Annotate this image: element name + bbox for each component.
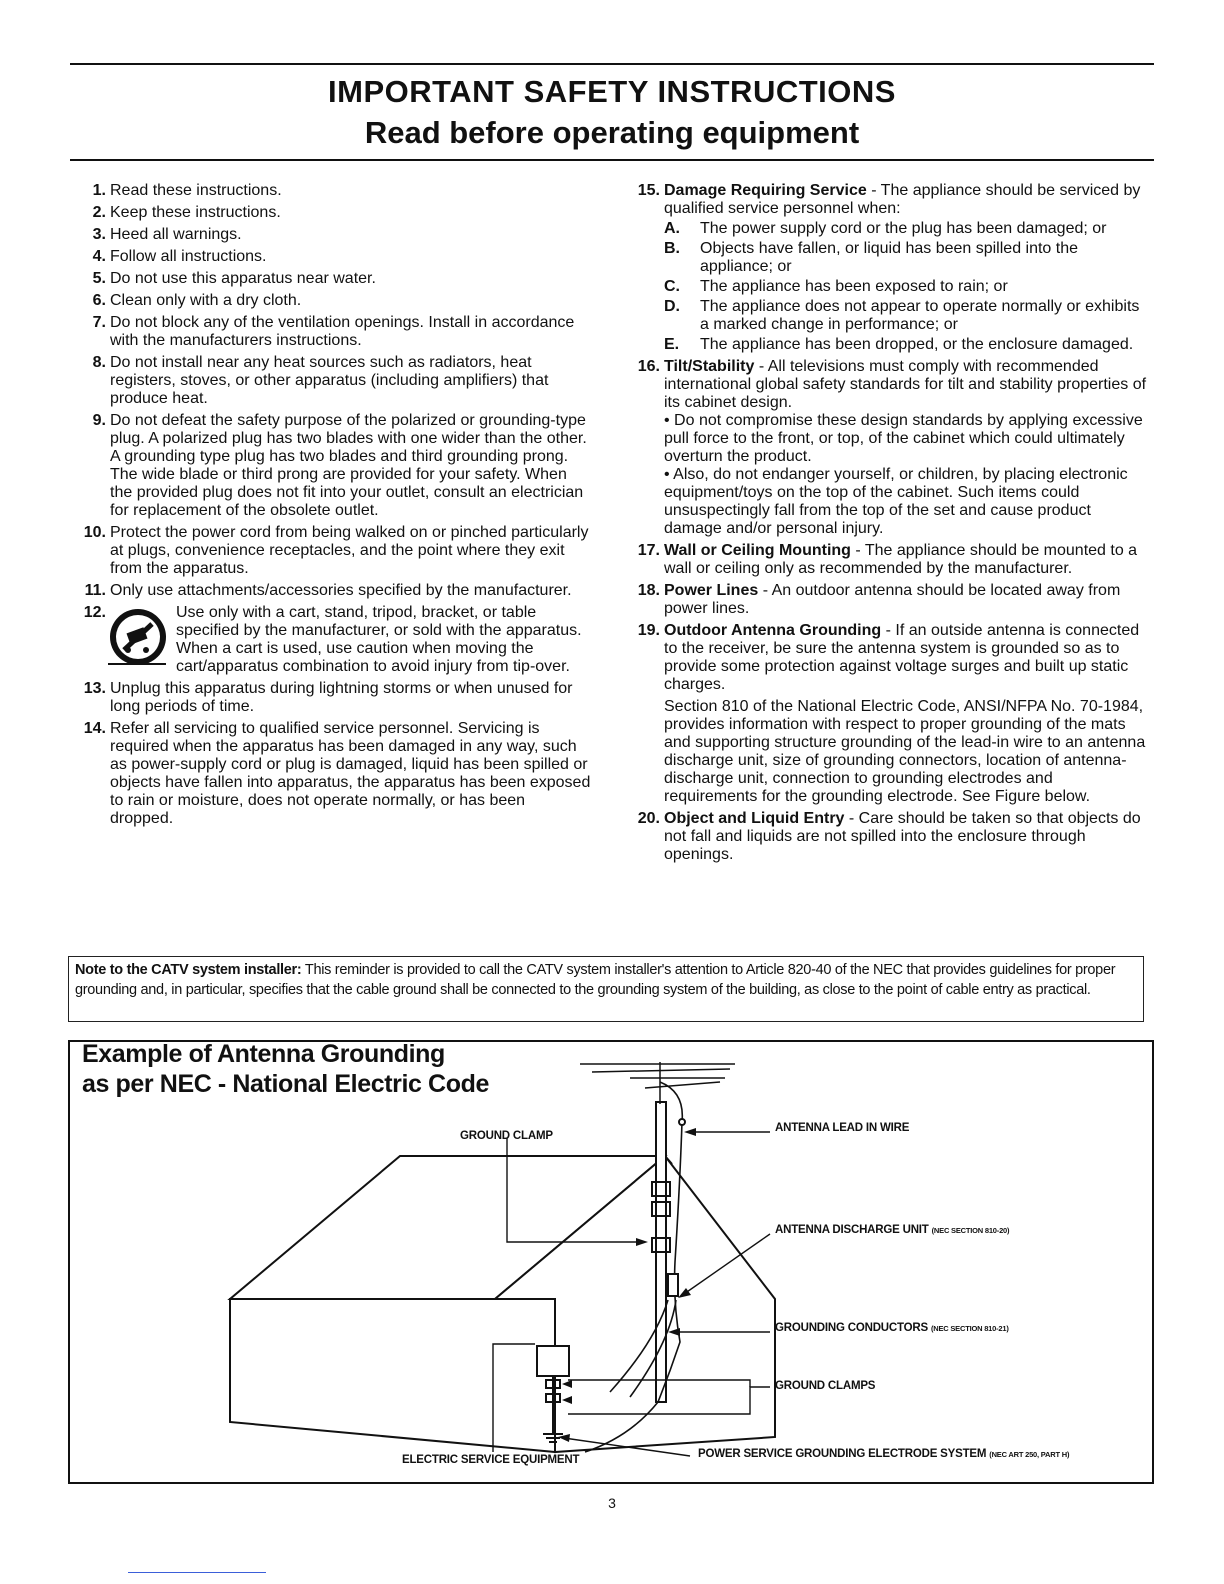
catv-note-box xyxy=(68,956,1144,1022)
list-item: 1. Read these instructions. xyxy=(92,182,282,199)
top-rule xyxy=(70,63,1154,65)
list-item-16: 16. Tilt/Stability - All televisions must comply with recommended international global safety standards for tilt and stability properties of its cabinet design. • Do not compromise these design standards by applying excessive pull force to the front, or top, of the cabinet which could ultimately overturn the product. • Also, do not endanger yourself, or children, by placing electronic equipment/toys on the top of the cabinet. Such items could unsuspectingly fall from the top of the set and cause product damage and/or personal injury. xyxy=(626,358,1150,538)
label-ground-clamp: GROUND CLAMP xyxy=(460,1130,553,1142)
electric-service-box xyxy=(537,1346,569,1376)
list-item: 3. Heed all warnings. xyxy=(92,226,242,243)
footer-line xyxy=(128,1572,266,1573)
list-item: 14. Refer all servicing to qualified service personnel. Servicing is required when the apparatus has been damaged in any way, such as power-supply cord or plug is damaged, liquid has been spilled or objects have fallen into apparatus, the apparatus has been exposed to rain or moisture, does not operate normally, or has been dropped. xyxy=(83,720,591,827)
sub-item: B. Objects have fallen, or liquid has been spilled into the appliance; or xyxy=(664,240,1079,275)
label-grounding-conductors: GROUNDING CONDUCTORS (NEC SECTION 810-21) xyxy=(775,1322,1009,1334)
list-item-15: 15. Damage Requiring Service - The appliance should be serviced by qualified service personnel when: A. The power supply cord or the plug has been damaged; or B. Objects have fallen, or liquid has been spilled into the appliance; or C. The appliance has been exposed to rain; or D. The appliance does not appear to operate normally or exhibits a marked change in performance; or E. The appliance has been dropped, or the enclosure damaged. xyxy=(626,182,1150,354)
sub-item: A. The power supply cord or the plug has been damaged; or xyxy=(664,220,1107,237)
label-discharge-unit: ANTENNA DISCHARGE UNIT (NEC SECTION 810-20) xyxy=(775,1224,1010,1236)
sub-item: D. The appliance does not appear to operate normally or exhibits a marked change in performance; or xyxy=(664,298,1140,333)
note-text: This reminder is provided to call the CATV system installer's attention to Article 820-40 of the NEC that provides guidelines for proper grounding and, in particular, specifies that the cable ground shall be connected to the grounding system of the building, as close to the point of cable entry as practical. xyxy=(75,962,1116,998)
label-ground-clamps: GROUND CLAMPS xyxy=(775,1380,876,1392)
page-subtitle: Read before operating equipment xyxy=(364,115,860,150)
list-item-cart: 12. Use only with a cart, stand, tripod, bracket, or table specified by the manufacturer, or sold with the apparatus. When a cart is used, use caution when moving the cart/apparatus combination to avoid injury from tip-over. xyxy=(83,604,582,675)
list-item: 13. Unplug this apparatus during lightning storms or when unused for long periods of time. xyxy=(83,680,573,715)
list-item: 7. Do not block any of the ventilation openings. Install in accordance with the manufacturers instructions. xyxy=(92,314,575,349)
list-item: 4. Follow all instructions. xyxy=(92,248,267,265)
title-rule xyxy=(70,159,1154,161)
list-item: 9. Do not defeat the safety purpose of the polarized or grounding-type plug. A polarized plug has two blades with one wider than the other. A grounding type plug has two blades and third grounding prong. The wide blade or third prong are provided for your safety. When the provided plug does not fit into your outlet, consult an electrician for replacement of the obsolete outlet. xyxy=(92,412,587,519)
nec-paragraph: Section 810 of the National Electric Code, ANSI/NFPA No. 70-1984, provides information with respect to proper grounding of the mats and supporting structure grounding of the lead-in wire to an antenna discharge unit, size of grounding connectors, location of antenna-discharge unit, connection to grounding electrodes and requirements for the grounding electrode. See Figure below. xyxy=(664,698,1146,805)
house-antenna-diagram xyxy=(70,1042,1152,1482)
antenna-grounding-figure xyxy=(68,1040,1154,1484)
page-number: 3 xyxy=(608,1495,616,1511)
sub-item: C. The appliance has been exposed to rain; or xyxy=(664,278,1008,295)
list-item: 5. Do not use this apparatus near water. xyxy=(92,270,376,287)
list-item-18: 18. Power Lines - An outdoor antenna should be located away from power lines. xyxy=(637,582,1121,617)
note-label: Note to the CATV system installer: xyxy=(75,962,302,978)
figure-title-line1: Example of Antenna Grounding xyxy=(82,1040,445,1068)
cart-tipover-warning-icon xyxy=(106,606,170,668)
list-item-20: 20. Object and Liquid Entry - Care should be taken so that objects do not fall and liquids are not spilled into the enclosure through openings. xyxy=(637,810,1141,863)
bullet-paragraph: • Do not compromise these design standards by applying excessive pull force to the front, or top, of the cabinet which could ultimately overturn the product. xyxy=(664,412,1143,465)
list-item: 2. Keep these instructions. xyxy=(92,204,281,221)
label-antenna-lead: ANTENNA LEAD IN WIRE xyxy=(775,1122,910,1134)
discharge-unit xyxy=(668,1274,678,1296)
bullet-paragraph: • Also, do not endanger yourself, or children, by placing electronic equipment/toys on the top of the cabinet. Such items could unsuspectingly fall from the top of the set and cause product damage and/or personal injury. xyxy=(664,466,1128,537)
list-item-19: 19. Outdoor Antenna Grounding - If an outside antenna is connected to the receiver, be sure the antenna system is grounded so as to provide some protection against voltage surges and built up static charges. Section 810 of the National Electric Code, ANSI/NFPA No. 70-1984, provides information with respect to proper grounding of the mats and supporting structure grounding of the lead-in wire to an antenna discharge unit, size of grounding connectors, location of antenna-discharge unit, connection to grounding electrodes and requirements for the grounding electrode. See Figure below. xyxy=(626,622,1150,806)
list-item: 8. Do not install near any heat sources such as radiators, heat registers, stoves, or other apparatus (including amplifiers) that produce heat. xyxy=(92,354,549,407)
list-item: 11. Only use attachments/accessories specified by the manufacturer. xyxy=(84,582,572,599)
sub-item: E. The appliance has been dropped, or the enclosure damaged. xyxy=(664,336,1134,353)
right-column xyxy=(626,182,1150,868)
label-power-service: POWER SERVICE GROUNDING ELECTRODE SYSTEM (NEC ART 250, PART H) xyxy=(698,1448,1070,1460)
house-side-wall xyxy=(230,1299,555,1452)
list-item: 6. Clean only with a dry cloth. xyxy=(92,292,302,309)
label-electric-service: ELECTRIC SERVICE EQUIPMENT xyxy=(402,1454,580,1466)
list-item-17: 17. Wall or Ceiling Mounting - The appliance should be mounted to a wall or ceiling only as recommended by the manufacturer. xyxy=(637,542,1138,577)
figure-title-line2: as per NEC - National Electric Code xyxy=(82,1070,489,1098)
left-column xyxy=(72,182,592,832)
list-item: 10. Protect the power cord from being walked on or pinched particularly at plugs, convenience receptacles, and the point where they exit from the apparatus. xyxy=(83,524,589,577)
page-title: IMPORTANT SAFETY INSTRUCTIONS xyxy=(328,74,896,109)
